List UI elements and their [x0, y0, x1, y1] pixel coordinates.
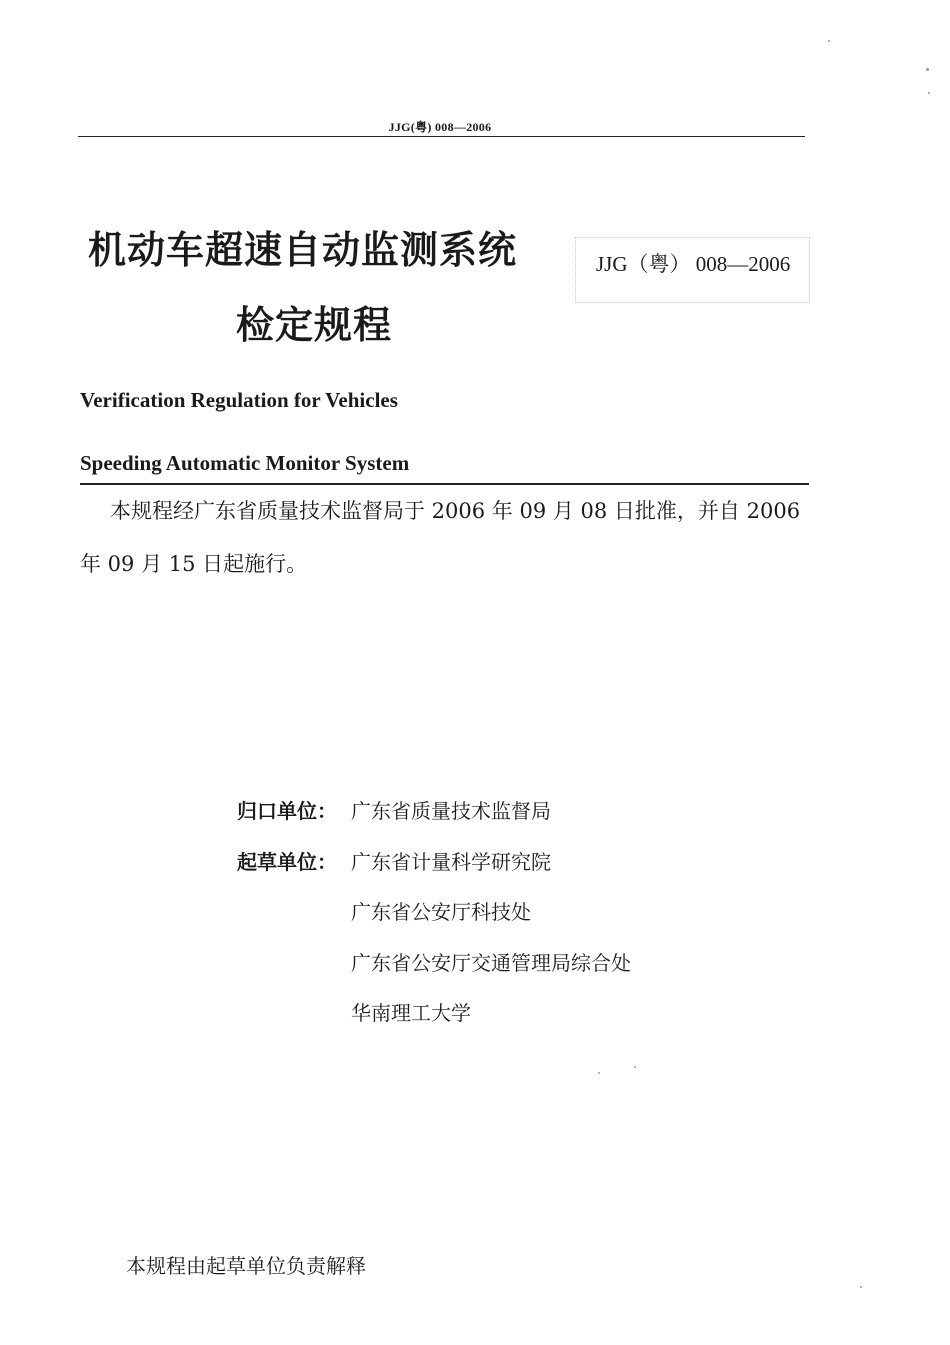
scan-speck	[928, 92, 930, 94]
standard-code-box-text: JJG（粤） 008—2006	[596, 252, 791, 276]
approval-text-line1: 本规程经广东省质量技术监督局于 2006 年 09 月 08 日批准，并自 2006	[110, 499, 801, 523]
drafting-unit-value: 广东省公安厅交通管理局综合处	[351, 951, 631, 975]
standard-header-code: JJG(粤) 008—2006	[388, 120, 492, 134]
drafting-unit-value: 广东省公安厅科技处	[351, 900, 531, 924]
scan-speck	[598, 1072, 600, 1074]
scan-speck	[926, 68, 929, 71]
document-title-line1: 机动车超速自动监测系统	[88, 228, 518, 272]
drafting-unit-label: 起草单位：	[237, 850, 337, 874]
responsible-unit-label: 归口单位：	[237, 799, 337, 823]
scan-speck	[634, 1066, 636, 1068]
responsible-unit-value: 广东省质量技术监督局	[351, 799, 551, 823]
approval-text-line2: 年 09 月 15 日起施行。	[80, 552, 308, 576]
title-rule	[80, 483, 809, 485]
drafting-unit-value: 广东省计量科学研究院	[351, 850, 551, 874]
english-title-line1: Verification Regulation for Vehicles	[80, 388, 398, 412]
scan-speck	[860, 1286, 862, 1288]
drafting-unit-value: 华南理工大学	[351, 1001, 471, 1025]
english-title-line2: Speeding Automatic Monitor System	[80, 451, 410, 475]
document-title-line2: 检定规程	[236, 303, 393, 347]
header-rule	[78, 136, 805, 137]
scan-speck	[828, 40, 830, 42]
interpretation-note: 本规程由起草单位负责解释	[126, 1254, 366, 1278]
